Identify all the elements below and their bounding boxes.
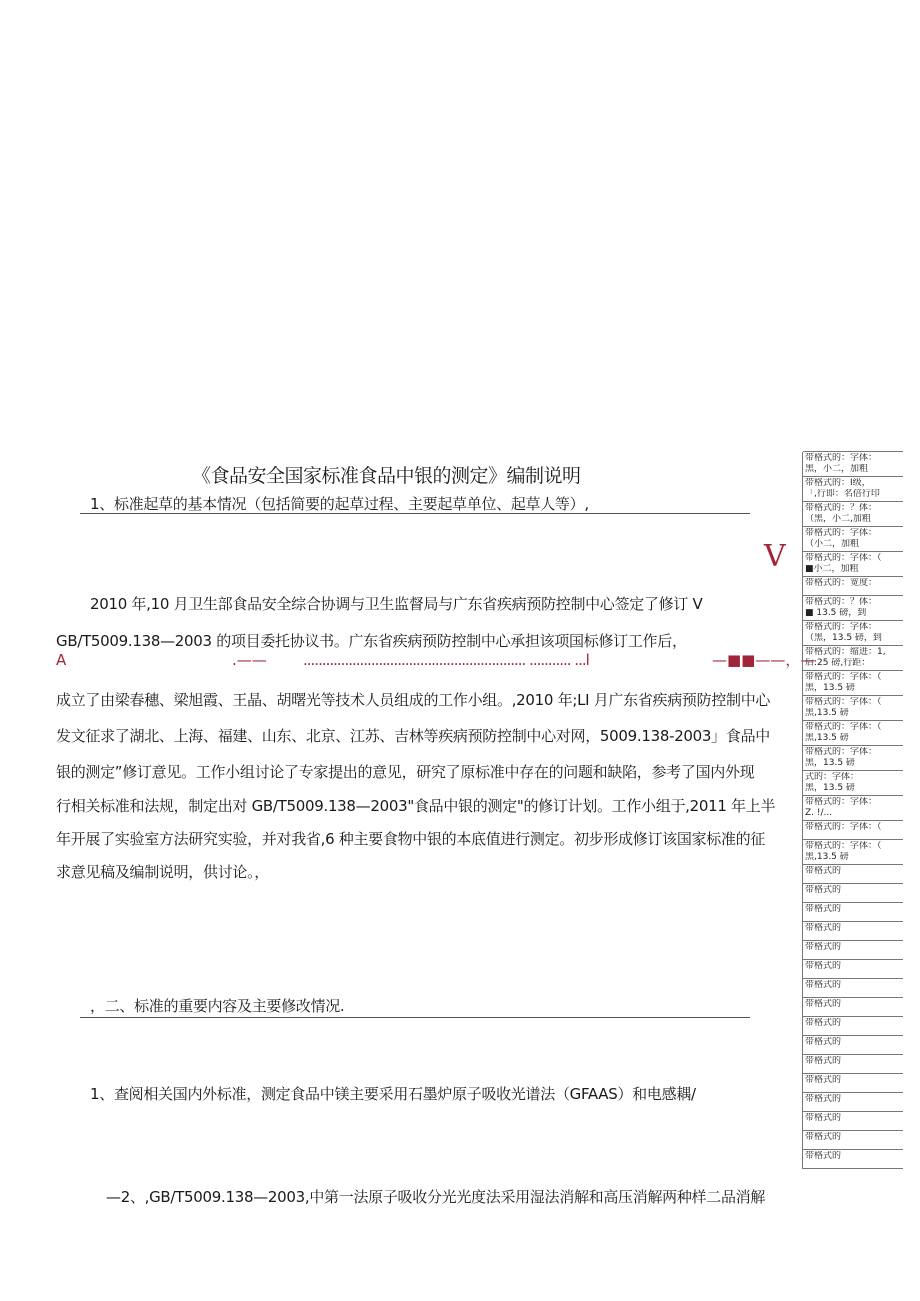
comment-label: 带格式的 <box>805 885 842 895</box>
comment-balloon[interactable] <box>803 1016 903 1036</box>
revision-ruler-b: .—— <box>232 651 267 669</box>
comment-detail: （黑，13.5 磅，到 <box>805 633 882 643</box>
comment-label: 带格式的：？体： <box>805 503 878 513</box>
comment-balloon[interactable] <box>803 978 903 998</box>
comment-label: 带格式的 <box>805 1056 842 1066</box>
comment-balloon[interactable] <box>803 620 903 646</box>
comment-detail: ■ 13.5 磅，到 <box>805 608 867 618</box>
comment-label: 带格式的 <box>805 999 842 1009</box>
comment-label: 带格式的：Ⅰ级， <box>805 478 871 488</box>
comment-label: 带格式的：字体： <box>805 622 878 632</box>
comment-label: 带格式的 <box>805 980 842 990</box>
comment-label: 带格式的 <box>805 866 842 876</box>
comment-balloon[interactable] <box>803 921 903 941</box>
comment-balloon[interactable] <box>803 1092 903 1112</box>
comment-detail: 后:25 磅,行距： <box>805 658 871 668</box>
comment-detail: 黑，13.5 磅 <box>805 783 855 793</box>
section2-heading: ，二、标准的重要内容及主要修改情况. <box>90 997 345 1015</box>
comment-balloon[interactable] <box>803 839 903 865</box>
paragraph1-line2: GB/T5009.138—2003 的项目委托协议书。广东省疾病预防控制中心承担该项国标修订工作后， <box>56 632 687 650</box>
revision-ruler-c: —■■——，— <box>712 651 816 669</box>
comment-label: 带格式的 <box>805 1075 842 1085</box>
comment-label: 带格式的 <box>805 1132 842 1142</box>
paragraph1-line6: 行相关标准和法规，制定出对 GB/T5009.138—2003"食品中银的测定"的修订计划。工作小组于,2011 年上半 <box>56 797 776 815</box>
comment-detail: （小二，加粗 <box>805 539 860 549</box>
comment-label: 带格式的 <box>805 1113 842 1123</box>
comment-balloon[interactable] <box>803 1130 903 1150</box>
comment-label: 带格式的：字体：（ <box>805 841 882 851</box>
comment-balloon[interactable] <box>803 551 903 577</box>
comment-label: 带格式的 <box>805 904 842 914</box>
comment-balloon[interactable] <box>803 940 903 960</box>
comment-detail: 黑,13.5 磅 <box>805 733 849 743</box>
comment-label: 带格式的 <box>805 942 842 952</box>
comment-balloon[interactable] <box>803 820 903 840</box>
comment-detail: 「,行即：名倍行印 <box>805 489 880 499</box>
comment-balloon[interactable] <box>803 745 903 771</box>
comment-label: 带格式的 <box>805 1151 842 1161</box>
comment-balloon[interactable] <box>803 883 903 903</box>
comment-balloon[interactable] <box>803 1149 903 1169</box>
section1-divider <box>80 513 750 514</box>
comment-balloon[interactable] <box>803 959 903 979</box>
revision-ruler-a: A <box>56 651 67 669</box>
comment-balloon[interactable] <box>803 645 903 671</box>
comment-label: 带格式的：字体： <box>805 528 878 538</box>
paragraph1-line3: 成立了由梁春穗、梁旭霞、王晶、胡曙光等技术人员组成的工作小组。,2010 年;LI 月广东省疾病预防控制中心 <box>56 691 771 709</box>
comment-detail: （黑，小二,加粗 <box>805 514 871 524</box>
comment-balloon[interactable] <box>803 720 903 746</box>
paragraph1-line5: 银的测定”修订意见。工作小组讨论了专家提出的意见，研究了原标准中存在的问题和缺陷，参考了国内外现 <box>56 763 755 781</box>
comment-label: 带格式的：字体：（ <box>805 822 882 832</box>
comment-balloon[interactable] <box>803 1054 903 1074</box>
comment-detail: 黑,13.5 磅 <box>805 852 849 862</box>
comment-balloon[interactable] <box>803 1111 903 1131</box>
comment-detail: ■小二，加粗 <box>805 564 859 574</box>
comment-detail: 黑,13.5 磅 <box>805 708 849 718</box>
comment-balloon[interactable] <box>803 1035 903 1055</box>
comment-label: 带格式的：缩进：1, <box>805 647 886 657</box>
comment-balloon[interactable] <box>803 902 903 922</box>
comment-label: 带格式的：字体： <box>805 797 878 807</box>
paragraph1-line1: 2010 年,10 月卫生部食品安全综合协调与卫生监督局与广东省疾病预防控制中心签定了修订 V <box>90 595 703 613</box>
comment-label: 带格式的：字体： <box>805 453 878 463</box>
revision-ruler-dots: ........................................................... ........... ...l <box>303 651 589 669</box>
comment-label: 带格式的 <box>805 1094 842 1104</box>
comment-balloon[interactable] <box>803 451 903 477</box>
comment-balloon[interactable] <box>803 526 903 552</box>
comment-label: 带格式的：？体： <box>805 597 878 607</box>
comment-balloon[interactable] <box>803 476 903 502</box>
comment-label: 带格式的 <box>805 961 842 971</box>
comment-label: 带格式的：字体： <box>805 747 878 757</box>
comment-balloon[interactable] <box>803 576 903 596</box>
section2-divider <box>80 1017 750 1018</box>
comment-balloon[interactable] <box>803 770 903 796</box>
comment-label: 带格式的：字体：（ <box>805 553 882 563</box>
paragraph2-line1: 1、查阅相关国内外标准，测定食品中镁主要采用石墨炉原子吸收光谱法（GFAAS）和电感耦/ <box>90 1085 696 1103</box>
paragraph1-line8: 求意见稿及编制说明，供讨论。， <box>56 863 270 881</box>
comment-balloon[interactable] <box>803 997 903 1017</box>
comment-label: 带格式的：字体：（ <box>805 722 882 732</box>
comment-sidebar <box>802 452 903 1169</box>
comment-balloon[interactable] <box>803 670 903 696</box>
comment-label: 带格式的 <box>805 1037 842 1047</box>
paragraph1-line7: 年开展了实验室方法研究实验，并对我省,6 种主要食物中银的本底值进行测定。初步形成修订该国家标准的征 <box>56 830 766 848</box>
comment-label: 带格式的：字体：（ <box>805 697 882 707</box>
comment-label: 带格式的 <box>805 1018 842 1028</box>
comment-label: 带格式的：宽度： <box>805 578 878 588</box>
paragraph2-line2: —2、,GB/T5009.138—2003,中第一法原子吸收分光光度法采用湿法消解和高压消解两种样二品消解 <box>106 1188 766 1206</box>
comment-balloon[interactable] <box>803 595 903 621</box>
document-title: 《食品安全国家标准食品中银的测定》编制说明 <box>192 465 581 487</box>
comment-balloon[interactable] <box>803 501 903 527</box>
comment-detail: 黑，13.5 磅 <box>805 758 855 768</box>
paragraph1-line4: 发文征求了湖北、上海、福建、山东、北京、江苏、吉林等疾病预防控制中心对网，5009.138-2003」食品中 <box>56 727 770 745</box>
section1-heading: 1、标准起草的基本情况（包括简要的起草过程、主要起草单位、起草人等）, <box>90 495 589 513</box>
comment-balloon[interactable] <box>803 795 903 821</box>
comment-detail: 黑，13.5 磅 <box>805 683 855 693</box>
revision-mark: V <box>764 539 786 574</box>
comment-detail: Z. !/... <box>805 808 833 818</box>
comment-label: 带格式的：字体：（ <box>805 672 882 682</box>
comment-label: 式的：字体： <box>805 772 860 782</box>
comment-balloon[interactable] <box>803 1073 903 1093</box>
comment-balloon[interactable] <box>803 695 903 721</box>
comment-balloon[interactable] <box>803 864 903 884</box>
comment-label: 带格式的 <box>805 923 842 933</box>
comment-detail: 黑，小二，加粗 <box>805 464 869 474</box>
